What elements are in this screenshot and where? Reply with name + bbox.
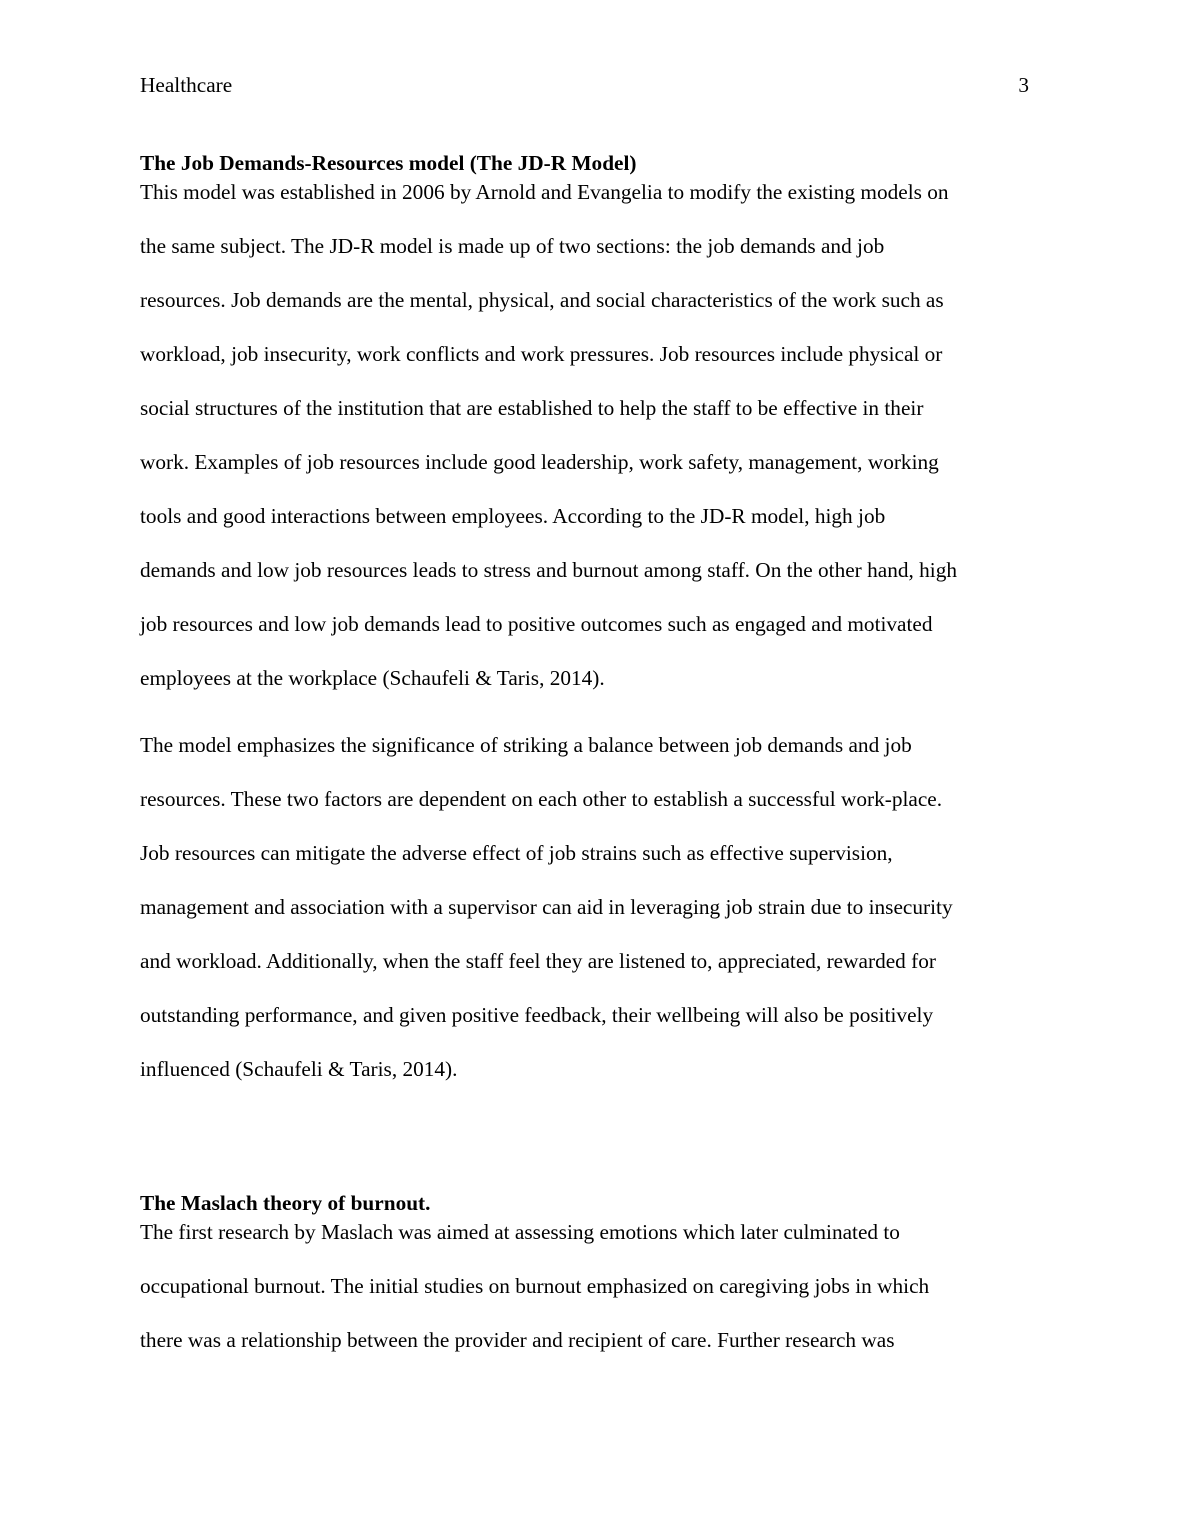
paragraph-maslach-intro	[140, 1218, 1045, 1380]
text-line: The first research by Maslach was aimed at assessing emotions which later culminated to	[140, 1220, 900, 1244]
paragraph-jdr-intro	[140, 178, 1045, 718]
text-line: there was a relationship between the provider and recipient of care. Further research was	[140, 1328, 895, 1352]
text-line: influenced (Schaufeli & Taris, 2014).	[140, 1057, 458, 1081]
section-heading-maslach-theory: The Maslach theory of burnout.	[140, 1191, 431, 1215]
text-line: social structures of the institution that are established to help the staff to be effective in their	[140, 396, 924, 420]
text-line: resources. These two factors are dependent on each other to establish a successful work-place.	[140, 787, 943, 811]
text-line: This model was established in 2006 by Arnold and Evangelia to modify the existing models on	[140, 180, 949, 204]
page-number: 3	[1018, 73, 1029, 97]
text-line: workload, job insecurity, work conflicts and work pressures. Job resources include physical or	[140, 342, 943, 366]
text-line: resources. Job demands are the mental, physical, and social characteristics of the work such as	[140, 288, 944, 312]
text-line: and workload. Additionally, when the staff feel they are listened to, appreciated, rewarded for	[140, 949, 936, 973]
text-line: tools and good interactions between employees. According to the JD-R model, high job	[140, 504, 886, 528]
running-head-title: Healthcare	[140, 73, 233, 97]
text-line: occupational burnout. The initial studies on burnout emphasized on caregiving jobs in which	[140, 1274, 930, 1298]
text-line: the same subject. The JD-R model is made up of two sections: the job demands and job	[140, 234, 885, 258]
text-line: employees at the workplace (Schaufeli & Taris, 2014).	[140, 666, 605, 690]
text-line: The model emphasizes the significance of striking a balance between job demands and job	[140, 733, 912, 757]
running-head	[140, 70, 1029, 100]
text-line: outstanding performance, and given positive feedback, their wellbeing will also be positively	[140, 1003, 934, 1027]
paragraph-jdr-balance	[140, 731, 1045, 1109]
text-line: job resources and low job demands lead to positive outcomes such as engaged and motivated	[140, 612, 933, 636]
section-heading-jdr-model: The Job Demands-Resources model (The JD-R Model)	[140, 151, 637, 175]
text-line: demands and low job resources leads to stress and burnout among staff. On the other hand, high	[140, 558, 957, 582]
text-line: work. Examples of job resources include good leadership, work safety, management, working	[140, 450, 939, 474]
text-line: Job resources can mitigate the adverse effect of job strains such as effective supervision,	[140, 841, 893, 865]
text-line: management and association with a supervisor can aid in leveraging job strain due to insecurity	[140, 895, 953, 919]
